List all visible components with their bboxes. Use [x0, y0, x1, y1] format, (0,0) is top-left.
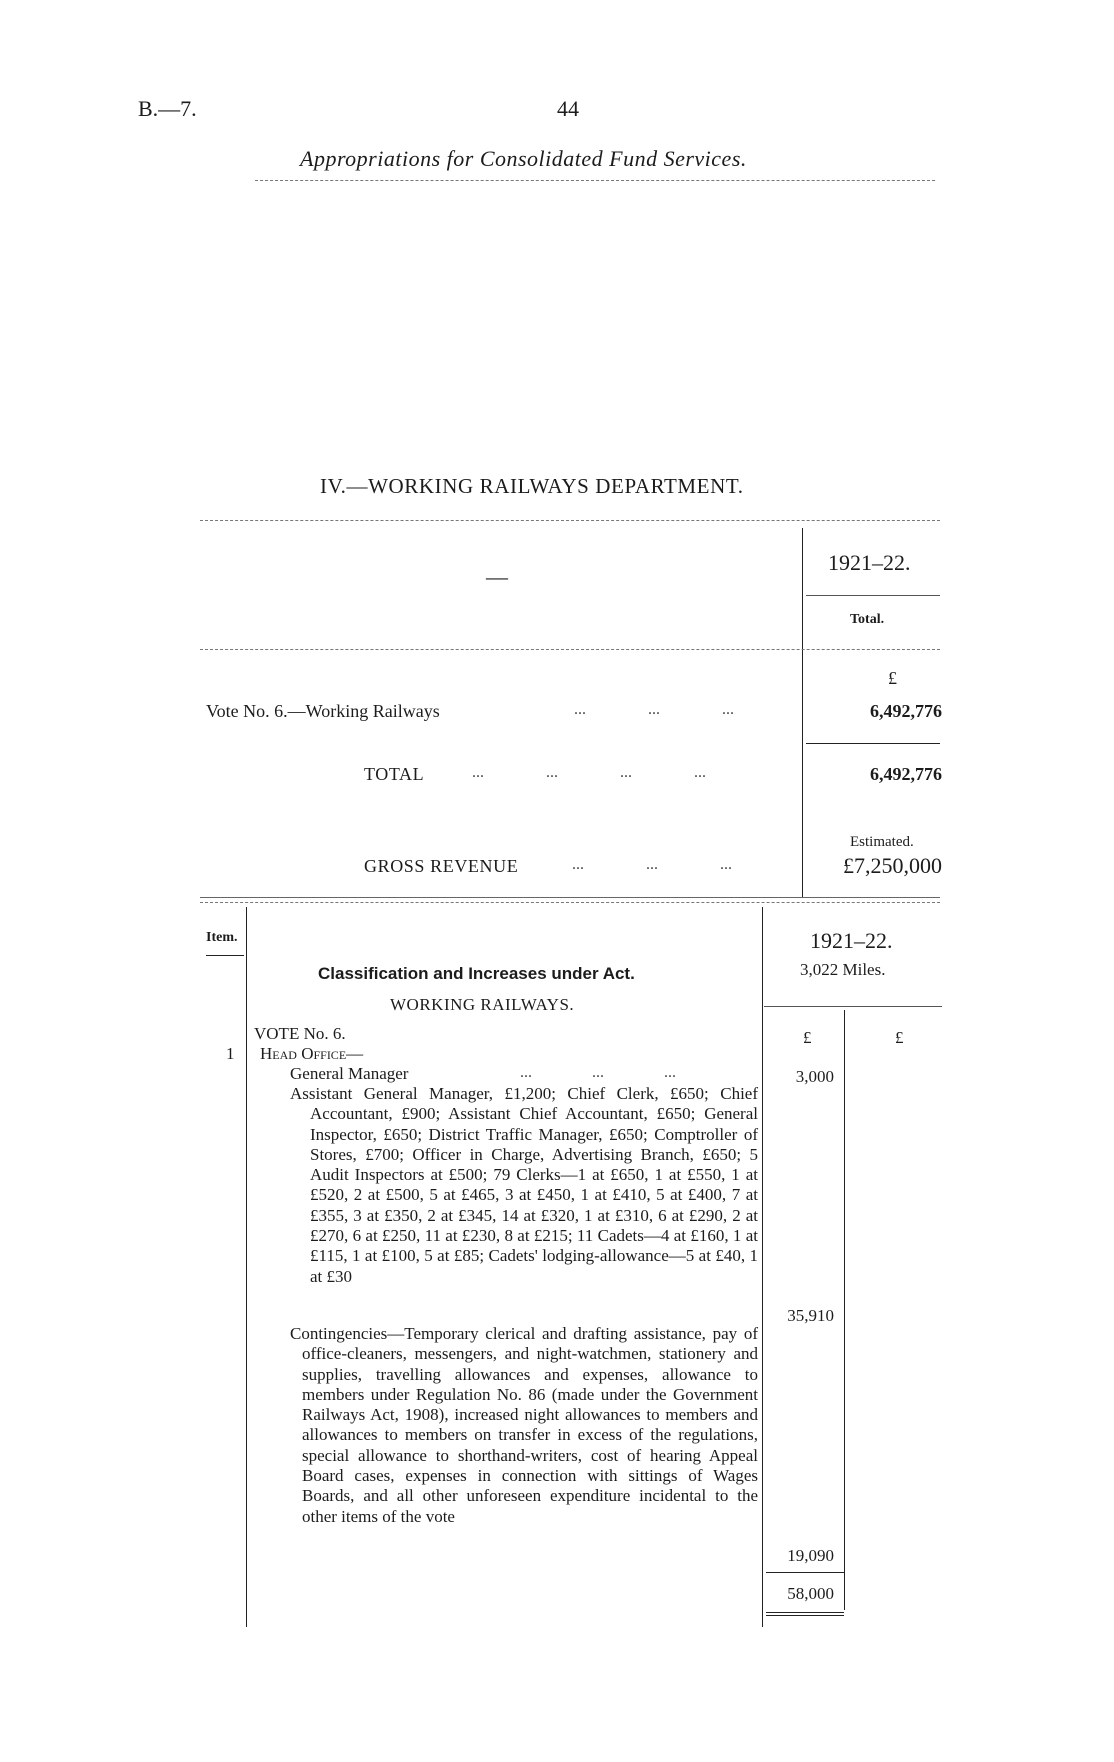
detail-currency-1: £ — [803, 1028, 812, 1047]
summary-row-total-value: 6,492,776 — [870, 764, 942, 784]
page-reference: B.—7. — [138, 96, 197, 121]
item-header: Item. — [206, 930, 238, 945]
item-column-divider — [246, 907, 247, 1627]
page-number: 44 — [557, 96, 579, 121]
entry-contingencies-amount: 19,090 — [787, 1546, 834, 1565]
summary-row-total-label: TOTAL — [364, 764, 425, 784]
summary-estimated-label: Estimated. — [850, 834, 914, 850]
summary-row-total-leader: ... ... ... ... — [472, 764, 706, 781]
summary-gross-revenue-leader: ... ... ... — [572, 856, 732, 873]
summary-bottom-rule — [200, 897, 940, 898]
summary-year: 1921–22. — [828, 550, 911, 575]
item-number: 1 — [226, 1044, 235, 1063]
item-total: 58,000 — [787, 1584, 834, 1603]
entry-staff-salaries-amount: 35,910 — [787, 1306, 834, 1325]
entry-staff-salaries-text: Assistant General Manager, £1,200; Chief Clerk, £650; Chief Accountant, £900; Assistant Chief Accountant, £650; General Inspector, £650; District Traffic Manager, £650; Comptroller of Stores, £700; Officer in Charge, Advertising Branch, £650; 5 Audit Inspectors at £500; 79 Clerks—1 at £650, 1 at £550, 1 at £520, 2 at £500, 5 at £465, 3 at £450, 1 at £410, 5 at £400, 7 at £355, 3 at £350, 2 at £345, 14 at £320, 1 at £310, 6 at £290, 2 at £270, 6 at £250, 11 at £230, 8 at £215; 11 Cadets—4 at £160, 1 at £115, 1 at £100, 5 at £85; Cadets' lodging-allowance—5 at £40, 1 at £30 — [290, 1084, 758, 1286]
summary-column-divider — [802, 528, 803, 898]
entry-contingencies-text: Contingencies—Temporary clerical and drafting assistance, pay of office-cleaners, messengers, and night-watchmen, stationery and supplies, travelling allowances and expenses, allowance to members under Regulation No. 86 (made under the Government Railways Act, 1908), increased night allowances to members and allowances to members on transfer in excess of the regulations, special allowance to shorthand-writers, cost of hearing Appeal Board cases, expenses in connection with sittings of Wages Boards, and all other unforeseen expenditure incidental to the other items of the vote — [290, 1324, 758, 1526]
entry-general-manager: General Manager — [290, 1064, 409, 1083]
summary-top-rule — [200, 520, 940, 521]
summary-row-vote-leader: ... ... ... — [574, 701, 734, 718]
section-title: WORKING RAILWAYS. — [390, 995, 575, 1014]
item-total-rule-2 — [766, 1615, 844, 1616]
summary-gross-revenue-label: GROSS REVENUE — [364, 856, 519, 876]
detail-year: 1921–22. — [810, 928, 893, 953]
total-column-divider — [844, 1010, 845, 1610]
head-office-label: Head Office— — [260, 1044, 364, 1063]
summary-row-vote-value: 6,492,776 — [870, 701, 942, 721]
summary-year-rule — [806, 595, 940, 596]
classification-header: Classification and Increases under Act. — [318, 964, 635, 983]
detail-currency-2: £ — [895, 1028, 904, 1047]
summary-dash: — — [486, 564, 508, 589]
item-total-rule — [766, 1612, 844, 1613]
entry-general-manager-leader: ... ... ... — [520, 1064, 676, 1081]
entry-staff-salaries — [290, 1084, 758, 1287]
header-rule — [255, 180, 935, 181]
summary-currency: £ — [888, 668, 897, 688]
summary-bottom-rule-2 — [200, 902, 940, 903]
amount-column-divider — [762, 907, 763, 1627]
entry-contingencies — [290, 1324, 758, 1527]
item-header-rule — [206, 955, 244, 956]
detail-miles: 3,022 Miles. — [800, 960, 886, 979]
summary-gross-revenue-value: £7,250,000 — [843, 853, 942, 878]
summary-row-vote-label: Vote No. 6.—Working Railways — [206, 701, 440, 721]
detail-year-rule — [764, 1006, 942, 1007]
summary-vote-rule — [806, 743, 940, 744]
vote-label: VOTE No. 6. — [254, 1024, 346, 1043]
summary-head-rule — [200, 649, 940, 650]
item-subtotal-rule — [766, 1572, 844, 1573]
running-title: Appropriations for Consolidated Fund Services. — [300, 146, 747, 171]
entry-general-manager-amount: 3,000 — [795, 1067, 834, 1086]
summary-total-col: Total. — [850, 612, 885, 627]
department-title: IV.—WORKING RAILWAYS DEPARTMENT. — [320, 474, 744, 498]
